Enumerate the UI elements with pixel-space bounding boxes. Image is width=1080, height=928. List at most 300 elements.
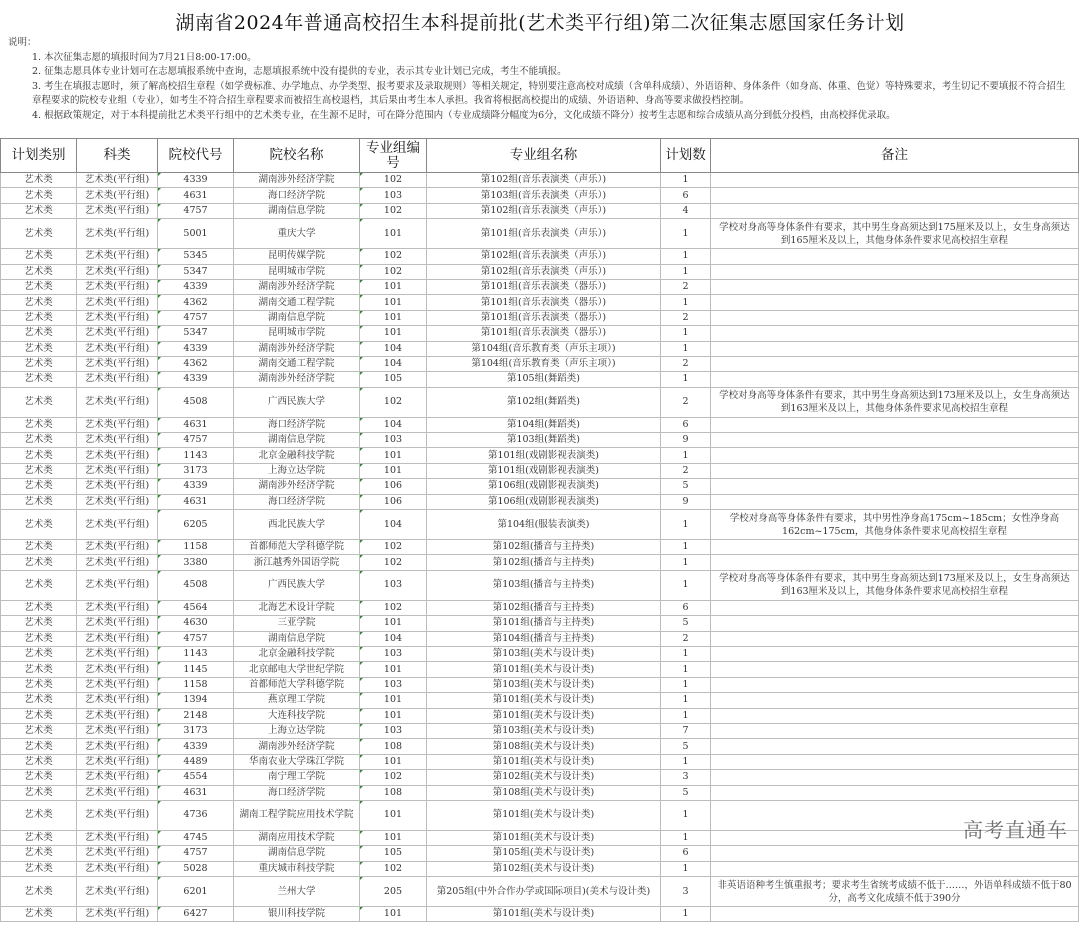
subject-cell: 艺术类(平行组) — [77, 555, 158, 570]
school-code-cell: 5001 — [158, 219, 234, 249]
subject-cell: 艺术类(平行组) — [77, 739, 158, 754]
group-number-cell: 102 — [360, 861, 427, 876]
group-name-cell: 第105组(舞蹈类) — [427, 372, 661, 387]
table-row — [1, 570, 1079, 600]
group-number-cell: 103 — [360, 188, 427, 203]
header-group-number: 专业组编号 — [360, 139, 427, 173]
table-row — [1, 708, 1079, 723]
group-number-cell: 102 — [360, 555, 427, 570]
group-number-cell: 101 — [360, 463, 427, 478]
subject-cell: 艺术类(平行组) — [77, 372, 158, 387]
school-name-cell: 北京金融科技学院 — [234, 448, 360, 463]
school-name-cell: 海口经济学院 — [234, 188, 360, 203]
group-number-cell: 103 — [360, 646, 427, 661]
remarks-cell — [711, 631, 1079, 646]
plan-type-cell: 艺术类 — [1, 631, 77, 646]
remarks-cell — [711, 188, 1079, 203]
plan-type-cell: 艺术类 — [1, 646, 77, 661]
subject-cell: 艺术类(平行组) — [77, 219, 158, 249]
remarks-cell — [711, 249, 1079, 264]
remarks-cell — [711, 600, 1079, 615]
plan-type-cell: 艺术类 — [1, 662, 77, 677]
remarks-cell — [711, 708, 1079, 723]
table-row — [1, 723, 1079, 738]
table-header-row — [1, 139, 1079, 173]
group-number-cell: 105 — [360, 372, 427, 387]
subject-cell: 艺术类(平行组) — [77, 907, 158, 922]
table-row — [1, 310, 1079, 325]
table-row — [1, 631, 1079, 646]
remarks-cell — [711, 417, 1079, 432]
subject-cell: 艺术类(平行组) — [77, 295, 158, 310]
remarks-cell — [711, 693, 1079, 708]
remarks-cell — [711, 479, 1079, 494]
group-number-cell: 101 — [360, 295, 427, 310]
plan-count-cell: 1 — [661, 173, 711, 188]
plan-type-cell: 艺术类 — [1, 249, 77, 264]
group-name-cell: 第101组(美术与设计类) — [427, 693, 661, 708]
school-code-cell: 4757 — [158, 433, 234, 448]
plan-type-cell: 艺术类 — [1, 310, 77, 325]
plan-count-cell: 7 — [661, 723, 711, 738]
group-name-cell: 第102组(音乐表演类（声乐）) — [427, 173, 661, 188]
table-row — [1, 739, 1079, 754]
remarks-cell — [711, 203, 1079, 218]
plan-type-cell: 艺术类 — [1, 846, 77, 861]
plan-type-cell: 艺术类 — [1, 754, 77, 769]
school-code-cell: 4631 — [158, 785, 234, 800]
school-name-cell: 湖南涉外经济学院 — [234, 341, 360, 356]
group-name-cell: 第102组(播音与主持类) — [427, 555, 661, 570]
group-number-cell: 102 — [360, 540, 427, 555]
group-name-cell: 第102组(美术与设计类) — [427, 770, 661, 785]
school-code-cell: 4339 — [158, 372, 234, 387]
table-row — [1, 433, 1079, 448]
table-row — [1, 677, 1079, 692]
subject-cell: 艺术类(平行组) — [77, 708, 158, 723]
remarks-cell — [711, 754, 1079, 769]
plan-count-cell: 1 — [661, 693, 711, 708]
group-name-cell: 第103组(舞蹈类) — [427, 433, 661, 448]
table-row — [1, 203, 1079, 218]
table-row — [1, 754, 1079, 769]
school-code-cell: 2148 — [158, 708, 234, 723]
group-number-cell: 106 — [360, 479, 427, 494]
plan-count-cell: 2 — [661, 356, 711, 371]
plan-count-cell: 1 — [661, 540, 711, 555]
remarks-cell — [711, 861, 1079, 876]
remarks-cell — [711, 448, 1079, 463]
remarks-cell — [711, 785, 1079, 800]
school-code-cell: 5347 — [158, 326, 234, 341]
plan-type-cell: 艺术类 — [1, 264, 77, 279]
page-title: 湖南省2024年普通高校招生本科提前批(艺术类平行组)第二次征集志愿国家任务计划 — [175, 12, 905, 34]
group-name-cell: 第101组(播音与主持类) — [427, 616, 661, 631]
header-remarks: 备注 — [711, 139, 1079, 173]
school-code-cell: 4631 — [158, 494, 234, 509]
table-row — [1, 877, 1079, 907]
school-name-cell: 湖南信息学院 — [234, 203, 360, 218]
subject-cell: 艺术类(平行组) — [77, 188, 158, 203]
table-row — [1, 494, 1079, 509]
school-code-cell: 6201 — [158, 877, 234, 907]
table-row — [1, 540, 1079, 555]
group-name-cell: 第101组(美术与设计类) — [427, 708, 661, 723]
school-name-cell: 湖南交通工程学院 — [234, 356, 360, 371]
school-code-cell: 1394 — [158, 693, 234, 708]
group-name-cell: 第103组(音乐表演类（声乐）) — [427, 188, 661, 203]
plan-count-cell: 6 — [661, 600, 711, 615]
subject-cell: 艺术类(平行组) — [77, 310, 158, 325]
table-row — [1, 662, 1079, 677]
school-code-cell: 4631 — [158, 188, 234, 203]
group-number-cell: 104 — [360, 631, 427, 646]
plan-count-cell: 6 — [661, 188, 711, 203]
subject-cell: 艺术类(平行组) — [77, 693, 158, 708]
watermark: 高考直通车 — [963, 817, 1068, 842]
group-number-cell: 102 — [360, 249, 427, 264]
school-name-cell: 湖南信息学院 — [234, 631, 360, 646]
group-number-cell: 101 — [360, 662, 427, 677]
school-name-cell: 湖南涉外经济学院 — [234, 739, 360, 754]
group-number-cell: 103 — [360, 570, 427, 600]
remarks-cell — [711, 310, 1079, 325]
plan-count-cell: 1 — [661, 341, 711, 356]
table-row — [1, 800, 1079, 830]
remarks-cell — [711, 326, 1079, 341]
remarks-cell: 学校对身高等身体条件有要求，其中男生身高须达到175厘米及以上，女生身高须达到165厘米及以上，其他身体条件要求见高校招生章程 — [711, 219, 1079, 249]
school-code-cell: 4339 — [158, 479, 234, 494]
table-row — [1, 219, 1079, 249]
group-number-cell: 102 — [360, 203, 427, 218]
plan-count-cell: 1 — [661, 510, 711, 540]
group-name-cell: 第101组(戏剧影视表演类) — [427, 463, 661, 478]
plan-count-cell: 1 — [661, 646, 711, 661]
group-number-cell: 104 — [360, 341, 427, 356]
subject-cell: 艺术类(平行组) — [77, 356, 158, 371]
subject-cell: 艺术类(平行组) — [77, 510, 158, 540]
school-code-cell: 5347 — [158, 264, 234, 279]
remarks-cell — [711, 264, 1079, 279]
group-number-cell: 105 — [360, 846, 427, 861]
subject-cell: 艺术类(平行组) — [77, 448, 158, 463]
group-name-cell: 第102组(音乐表演类（声乐）) — [427, 203, 661, 218]
plan-type-cell: 艺术类 — [1, 770, 77, 785]
plan-type-cell: 艺术类 — [1, 555, 77, 570]
subject-cell: 艺术类(平行组) — [77, 570, 158, 600]
group-name-cell: 第101组(美术与设计类) — [427, 754, 661, 769]
group-name-cell: 第104组(播音与主持类) — [427, 631, 661, 646]
school-code-cell: 4757 — [158, 631, 234, 646]
group-name-cell: 第103组(美术与设计类) — [427, 677, 661, 692]
table-row — [1, 770, 1079, 785]
school-name-cell: 北京金融科技学院 — [234, 646, 360, 661]
table-row — [1, 555, 1079, 570]
group-number-cell: 101 — [360, 754, 427, 769]
subject-cell: 艺术类(平行组) — [77, 800, 158, 830]
group-number-cell: 101 — [360, 310, 427, 325]
group-number-cell: 101 — [360, 279, 427, 294]
group-name-cell: 第102组(音乐表演类（声乐）) — [427, 264, 661, 279]
table-row — [1, 188, 1079, 203]
plan-count-cell: 1 — [661, 708, 711, 723]
remarks-cell: 非英语语种考生慎重报考；要求考生省统考成绩不低于……，外语单科成绩不低于80分，高考文化成绩不低于390分 — [711, 877, 1079, 907]
group-name-cell: 第101组(音乐表演类（器乐）) — [427, 326, 661, 341]
instruction-item: 1. 本次征集志愿的填报时间为7月21日8:00-17:00。 — [32, 51, 257, 63]
remarks-cell: 学校对身高等身体条件有要求，其中男生身高须达到173厘米及以上，女生身高须达到163厘米及以上，其他身体条件要求见高校招生章程 — [711, 570, 1079, 600]
subject-cell: 艺术类(平行组) — [77, 646, 158, 661]
plan-type-cell: 艺术类 — [1, 219, 77, 249]
plan-count-cell: 9 — [661, 433, 711, 448]
group-name-cell: 第102组(舞蹈类) — [427, 387, 661, 417]
plan-count-cell: 2 — [661, 279, 711, 294]
group-name-cell: 第101组(美术与设计类) — [427, 800, 661, 830]
plan-table — [0, 138, 1079, 922]
school-name-cell: 三亚学院 — [234, 616, 360, 631]
school-code-cell: 1145 — [158, 662, 234, 677]
group-number-cell: 101 — [360, 616, 427, 631]
subject-cell: 艺术类(平行组) — [77, 387, 158, 417]
group-number-cell: 102 — [360, 770, 427, 785]
plan-type-cell: 艺术类 — [1, 188, 77, 203]
plan-type-cell: 艺术类 — [1, 417, 77, 432]
subject-cell: 艺术类(平行组) — [77, 463, 158, 478]
group-number-cell: 102 — [360, 173, 427, 188]
remarks-cell — [711, 494, 1079, 509]
school-code-cell: 6205 — [158, 510, 234, 540]
remarks-cell — [711, 817, 1079, 845]
school-name-cell: 湖南信息学院 — [234, 846, 360, 861]
group-number-cell: 205 — [360, 877, 427, 907]
plan-count-cell: 2 — [661, 387, 711, 417]
plan-count-cell: 1 — [661, 372, 711, 387]
remarks-cell — [711, 662, 1079, 677]
school-name-cell: 湖南涉外经济学院 — [234, 279, 360, 294]
school-code-cell: 4508 — [158, 387, 234, 417]
subject-cell: 艺术类(平行组) — [77, 830, 158, 845]
remarks-cell — [711, 173, 1079, 188]
remarks-cell: 学校对身高等身体条件有要求，其中男生身高须达到173厘米及以上，女生身高须达到163厘米及以上，其他身体条件要求见高校招生章程 — [711, 387, 1079, 417]
group-number-cell: 108 — [360, 785, 427, 800]
plan-count-cell: 1 — [661, 326, 711, 341]
table-row — [1, 479, 1079, 494]
school-code-cell: 1143 — [158, 646, 234, 661]
header-school-name: 院校名称 — [234, 139, 360, 173]
school-name-cell: 广西民族大学 — [234, 570, 360, 600]
school-name-cell: 湖南涉外经济学院 — [234, 173, 360, 188]
plan-type-cell: 艺术类 — [1, 570, 77, 600]
school-name-cell: 上海立达学院 — [234, 463, 360, 478]
group-name-cell: 第104组(音乐教育类（声乐主项）) — [427, 341, 661, 356]
group-number-cell: 101 — [360, 219, 427, 249]
subject-cell: 艺术类(平行组) — [77, 326, 158, 341]
table-row — [1, 907, 1079, 922]
group-number-cell: 104 — [360, 417, 427, 432]
school-name-cell: 昆明传媒学院 — [234, 249, 360, 264]
school-code-cell: 4339 — [158, 279, 234, 294]
group-name-cell: 第102组(播音与主持类) — [427, 540, 661, 555]
header-group-name: 专业组名称 — [427, 139, 661, 173]
subject-cell: 艺术类(平行组) — [77, 723, 158, 738]
school-code-cell: 6427 — [158, 907, 234, 922]
group-name-cell: 第101组(美术与设计类) — [427, 662, 661, 677]
plan-type-cell: 艺术类 — [1, 372, 77, 387]
school-name-cell: 北海艺术设计学院 — [234, 600, 360, 615]
plan-type-cell: 艺术类 — [1, 326, 77, 341]
school-name-cell: 海口经济学院 — [234, 494, 360, 509]
subject-cell: 艺术类(平行组) — [77, 479, 158, 494]
subject-cell: 艺术类(平行组) — [77, 433, 158, 448]
table-row — [1, 417, 1079, 432]
remarks-cell — [711, 433, 1079, 448]
school-code-cell: 4508 — [158, 570, 234, 600]
school-name-cell: 北京邮电大学世纪学院 — [234, 662, 360, 677]
school-code-cell: 3380 — [158, 555, 234, 570]
school-name-cell: 海口经济学院 — [234, 417, 360, 432]
subject-cell: 艺术类(平行组) — [77, 677, 158, 692]
remarks-cell — [711, 677, 1079, 692]
remarks-cell — [711, 295, 1079, 310]
subject-cell: 艺术类(平行组) — [77, 846, 158, 861]
group-name-cell: 第101组(戏剧影视表演类) — [427, 448, 661, 463]
school-name-cell: 湖南工程学院应用技术学院 — [234, 800, 360, 830]
table-row — [1, 463, 1079, 478]
group-name-cell: 第102组(音乐表演类（声乐）) — [427, 249, 661, 264]
school-code-cell: 4631 — [158, 417, 234, 432]
remarks-cell — [711, 555, 1079, 570]
plan-type-cell: 艺术类 — [1, 600, 77, 615]
plan-count-cell: 3 — [661, 770, 711, 785]
table-row — [1, 173, 1079, 188]
table-row — [1, 372, 1079, 387]
group-name-cell: 第101组(音乐表演类（声乐）) — [427, 219, 661, 249]
group-name-cell: 第101组(音乐表演类（器乐）) — [427, 279, 661, 294]
school-name-cell: 浙江越秀外国语学院 — [234, 555, 360, 570]
plan-count-cell: 6 — [661, 417, 711, 432]
group-number-cell: 101 — [360, 448, 427, 463]
plan-count-cell: 1 — [661, 754, 711, 769]
group-name-cell: 第205组(中外合作办学或国际项目)(美术与设计类) — [427, 877, 661, 907]
table-row — [1, 448, 1079, 463]
school-code-cell: 4757 — [158, 310, 234, 325]
school-code-cell: 1143 — [158, 448, 234, 463]
table-row — [1, 264, 1079, 279]
group-name-cell: 第108组(美术与设计类) — [427, 739, 661, 754]
remarks-cell — [711, 739, 1079, 754]
subject-cell: 艺术类(平行组) — [77, 540, 158, 555]
school-name-cell: 南宁理工学院 — [234, 770, 360, 785]
group-name-cell: 第101组(音乐表演类（器乐）) — [427, 295, 661, 310]
school-name-cell: 兰州大学 — [234, 877, 360, 907]
table-row — [1, 356, 1079, 371]
school-code-cell: 4564 — [158, 600, 234, 615]
school-name-cell: 大连科技学院 — [234, 708, 360, 723]
subject-cell: 艺术类(平行组) — [77, 279, 158, 294]
school-code-cell: 3173 — [158, 463, 234, 478]
plan-count-cell: 2 — [661, 463, 711, 478]
school-name-cell: 湖南信息学院 — [234, 310, 360, 325]
table-row — [1, 616, 1079, 631]
group-number-cell: 102 — [360, 264, 427, 279]
remarks-cell — [711, 540, 1079, 555]
group-number-cell: 103 — [360, 723, 427, 738]
school-code-cell: 4362 — [158, 295, 234, 310]
group-name-cell: 第105组(美术与设计类) — [427, 846, 661, 861]
table-row — [1, 646, 1079, 661]
plan-count-cell: 3 — [661, 877, 711, 907]
school-code-cell: 4339 — [158, 173, 234, 188]
group-name-cell: 第103组(美术与设计类) — [427, 646, 661, 661]
school-name-cell: 首都师范大学科德学院 — [234, 677, 360, 692]
plan-count-cell: 1 — [661, 907, 711, 922]
instructions-heading: 说明： — [8, 37, 37, 48]
table-row — [1, 326, 1079, 341]
plan-type-cell: 艺术类 — [1, 785, 77, 800]
plan-type-cell: 艺术类 — [1, 387, 77, 417]
school-code-cell: 4736 — [158, 800, 234, 830]
plan-count-cell: 1 — [661, 830, 711, 845]
remarks-cell — [711, 616, 1079, 631]
table-row — [1, 510, 1079, 540]
plan-count-cell: 1 — [661, 448, 711, 463]
subject-cell: 艺术类(平行组) — [77, 785, 158, 800]
plan-count-cell: 1 — [661, 249, 711, 264]
school-code-cell: 4554 — [158, 770, 234, 785]
plan-count-cell: 1 — [661, 570, 711, 600]
plan-count-cell: 1 — [661, 800, 711, 830]
school-code-cell: 3173 — [158, 723, 234, 738]
plan-type-cell: 艺术类 — [1, 677, 77, 692]
plan-type-cell: 艺术类 — [1, 723, 77, 738]
group-number-cell: 101 — [360, 907, 427, 922]
plan-type-cell: 艺术类 — [1, 479, 77, 494]
group-name-cell: 第103组(播音与主持类) — [427, 570, 661, 600]
group-name-cell: 第108组(美术与设计类) — [427, 785, 661, 800]
subject-cell: 艺术类(平行组) — [77, 494, 158, 509]
table-row — [1, 387, 1079, 417]
subject-cell: 艺术类(平行组) — [77, 264, 158, 279]
remarks-cell — [711, 372, 1079, 387]
school-name-cell: 西北民族大学 — [234, 510, 360, 540]
remarks-cell — [711, 341, 1079, 356]
school-name-cell: 重庆大学 — [234, 219, 360, 249]
group-name-cell: 第101组(美术与设计类) — [427, 830, 661, 845]
school-name-cell: 湖南应用技术学院 — [234, 830, 360, 845]
instruction-item: 3. 考生在填报志愿时，须了解高校招生章程（如学费标准、办学地点、办学类型、报考要求及录取规则）等相关规定，特别要注意高校对成绩（含单科成绩）、外语语种、身体条件（如身高、体重、色觉）等特殊要求，考生切记不要填报不符合招生章程要求的院校专业组（专业），如考生不符合招生章程要求而被招生高校退档，其后果由考生本人承担。我省将根据高校提出的成绩、外语语种、身高等要求做投档控制。 — [32, 80, 1066, 106]
plan-type-cell: 艺术类 — [1, 295, 77, 310]
group-number-cell: 101 — [360, 800, 427, 830]
group-number-cell: 102 — [360, 387, 427, 417]
group-name-cell: 第101组(美术与设计类) — [427, 907, 661, 922]
plan-count-cell: 1 — [661, 555, 711, 570]
school-name-cell: 海口经济学院 — [234, 785, 360, 800]
group-name-cell: 第101组(音乐表演类（器乐）) — [427, 310, 661, 325]
subject-cell: 艺术类(平行组) — [77, 616, 158, 631]
plan-type-cell: 艺术类 — [1, 448, 77, 463]
table-row — [1, 861, 1079, 876]
group-number-cell: 101 — [360, 693, 427, 708]
instruction-item: 4. 根据政策规定，对于本科提前批艺术类平行组中的艺术类专业，在生源不足时，可在降分范围内（专业成绩降分幅度为6分，文化成绩不降分）按考生志愿和综合成绩从高分到低分投档，由高校择优录取。 — [32, 109, 896, 121]
remarks-cell — [711, 846, 1079, 861]
subject-cell: 艺术类(平行组) — [77, 173, 158, 188]
table-row — [1, 341, 1079, 356]
school-name-cell: 湖南交通工程学院 — [234, 295, 360, 310]
school-name-cell: 昆明城市学院 — [234, 326, 360, 341]
plan-count-cell: 5 — [661, 479, 711, 494]
plan-count-cell: 5 — [661, 616, 711, 631]
subject-cell: 艺术类(平行组) — [77, 417, 158, 432]
school-code-cell: 1158 — [158, 540, 234, 555]
